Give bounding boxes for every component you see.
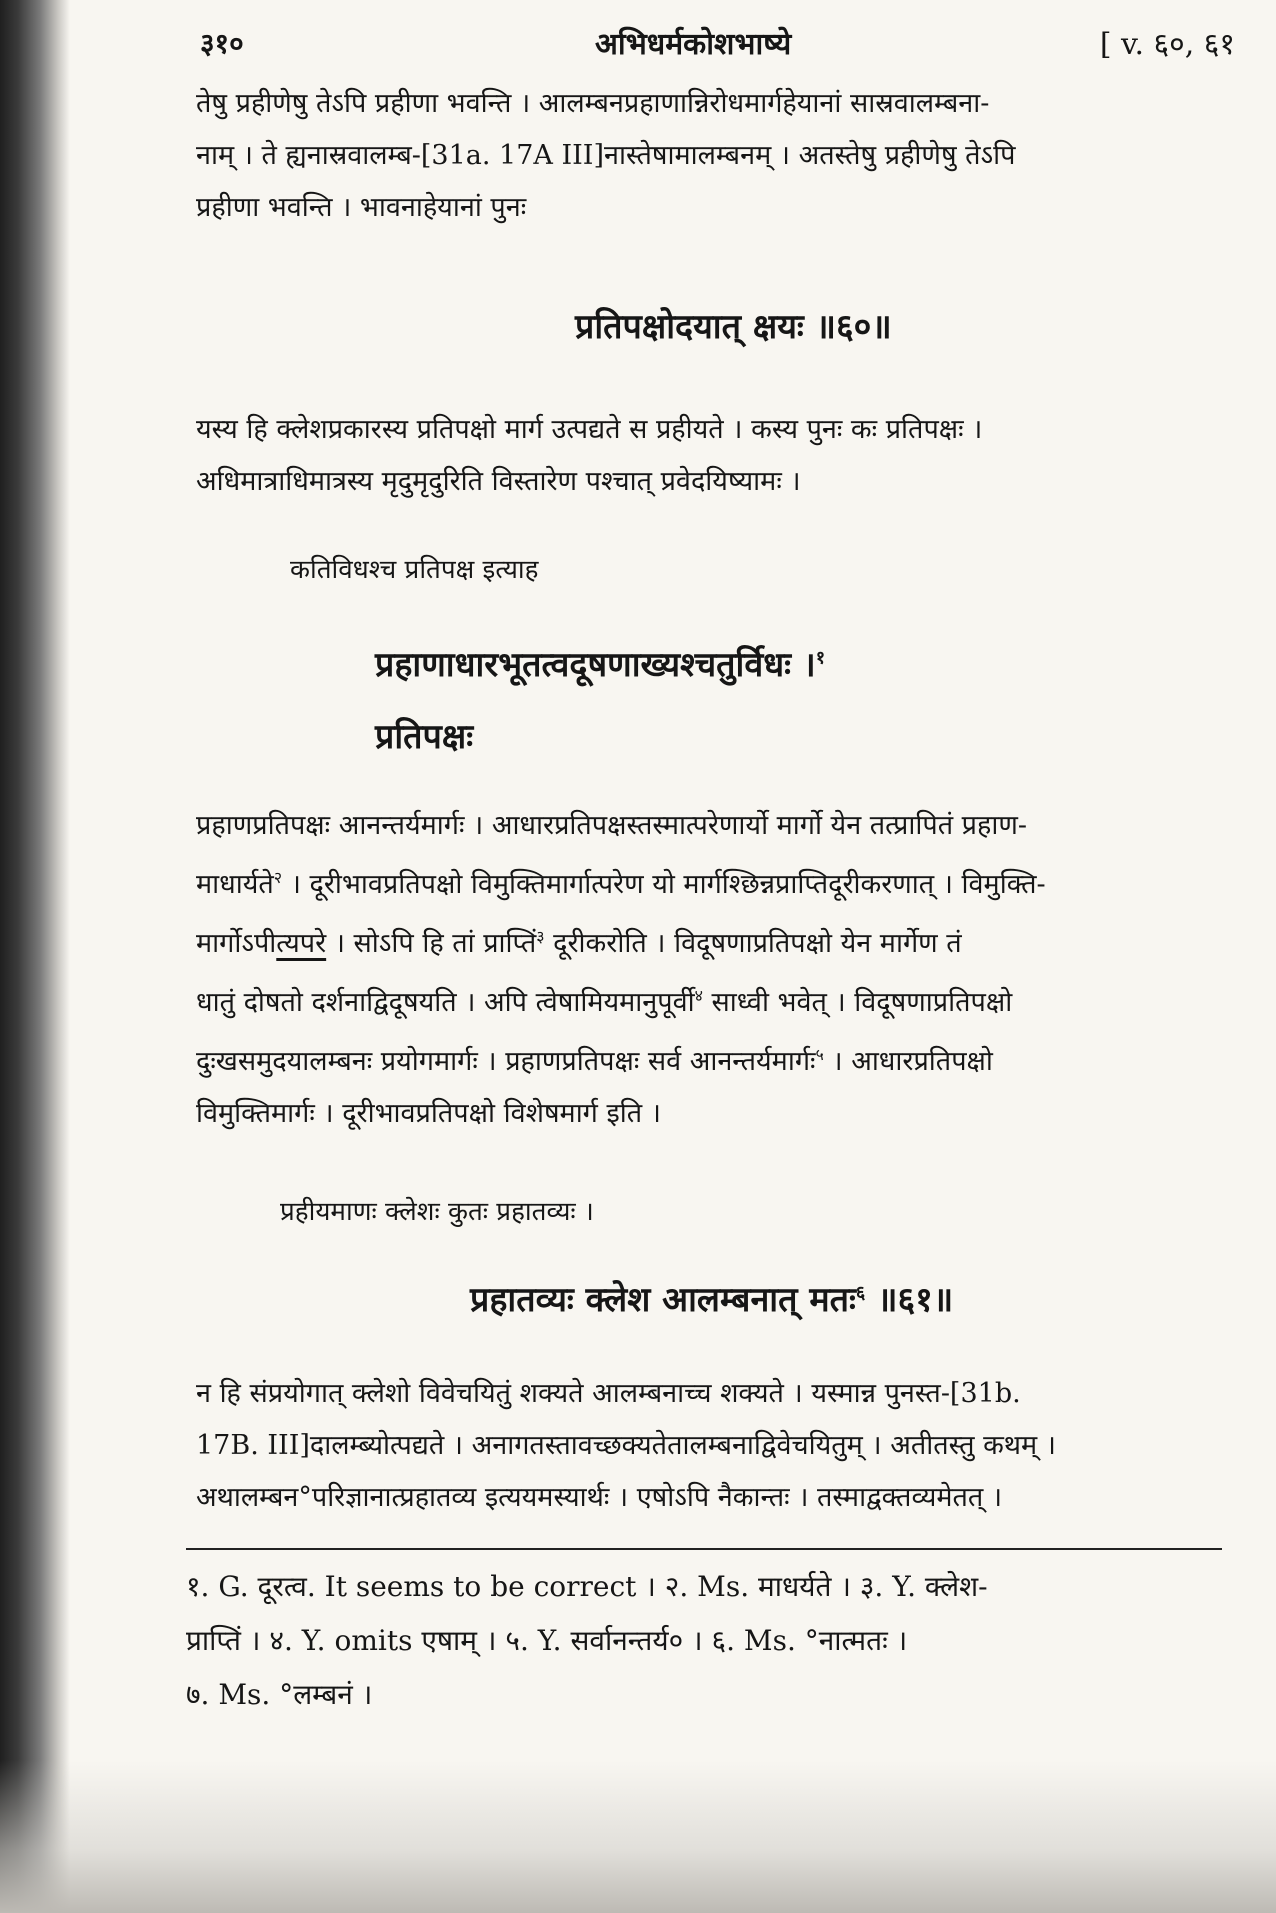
footnote-marker: ३ [536, 927, 545, 946]
verse-intro: कतिविधश्च प्रतिपक्ष इत्याह [290, 555, 539, 585]
text-line [196, 852, 1226, 911]
footnote-marker: १ [815, 647, 826, 669]
text-line: नाम् । ते ह्यनास्रवालम्ब-[31a. 17A III]नास्तेषामालम्बनम् । अतस्तेषु प्रहीणेषु तेऽपि [196, 140, 1016, 171]
text-line [196, 1029, 1226, 1088]
running-title: अभिधर्मकोशभाष्ये [595, 27, 792, 62]
footnote-marker: ४ [694, 986, 703, 1005]
verse-reference: [ v. ६०, ६१ [1099, 27, 1235, 62]
text-line: न हि संप्रयोगात् क्लेशो विवेचयितुं शक्यते आलम्बनाच्च शक्यते । यस्मान्न पुनस्त-[31b. [196, 1378, 1021, 1409]
verse-text: प्रहाणाधारभूतत्वदूषणाख्यश्चतुर्विधः । [375, 645, 816, 685]
verse-text: प्रहातव्यः क्लेश आलम्बनात् मतः [470, 1280, 856, 1320]
page-number: ३१० [200, 27, 244, 60]
text-span: । सोऽपि हि तां प्राप्तिं [326, 928, 537, 959]
verse-61a-line-2: प्रतिपक्षः [375, 717, 474, 757]
footnotes [186, 1560, 1226, 1722]
underlined-word: त्यपरे [276, 928, 327, 959]
verse-intro: प्रहीयमाणः क्लेशः कुतः प्रहातव्यः । [280, 1197, 594, 1227]
verse-number: ॥६१॥ [865, 1280, 954, 1320]
footnote-marker: ५ [815, 1045, 824, 1064]
text-span: माधार्यते [196, 869, 274, 900]
text-span: धातुं दोषतो दर्शनाद्विदूषयति । अपि त्वेषामियमानुपूर्वी [196, 987, 695, 1018]
paragraph-3 [196, 800, 1226, 1140]
text-line: प्रहीणा भवन्ति । भावनाहेयानां पुनः [196, 192, 527, 223]
paragraph-2 [196, 404, 1226, 508]
text-line: अधिमात्राधिमात्रस्य मृदुमृदुरिति विस्तारेण पश्चात् प्रवेदयिष्यामः । [196, 466, 801, 497]
text-line: अथालम्बन°परिज्ञानात्प्रहातव्य इत्ययमस्यार्थः । एषोऽपि नैकान्तः । तस्माद्वक्तव्यमेतत् । [196, 1482, 1003, 1513]
text-span: । आधारप्रतिपक्षो [823, 1046, 993, 1077]
binding-gutter-shadow [0, 0, 70, 1913]
paragraph-4 [196, 1368, 1226, 1524]
footnote-divider [186, 1548, 1222, 1550]
verse-60: प्रतिपक्षोदयात् क्षयः ॥६०॥ [575, 307, 892, 347]
running-header [175, 18, 1235, 68]
footnote-marker: २ [273, 868, 283, 887]
text-line: यस्य हि क्लेशप्रकारस्य प्रतिपक्षो मार्ग उत्पद्यते स प्रहीयते । कस्य पुनः कः प्रतिपक्षः । [196, 414, 983, 445]
verse-61b [470, 1275, 953, 1321]
text-span: साध्वी भवेत् । विदूषणाप्रतिपक्षो [702, 987, 1013, 1018]
text-line: तेषु प्रहीणेषु तेऽपि प्रहीणा भवन्ति । आलम्बनप्रहाणान्निरोधमार्गहेयानां सास्रवालम्बना- [196, 88, 990, 119]
text-line [196, 911, 1226, 970]
text-span: । दूरीभावप्रतिपक्षो विमुक्तिमार्गात्परेण यो मार्गश्छिन्नप्राप्तिदूरीकरणात् । विमुक्ति- [282, 869, 1046, 900]
footnote-line: प्राप्तिं । ४. Y. omits एषाम् । ५. Y. सर्वानन्तर्य० । ६. Ms. °नात्मतः । [186, 1624, 908, 1657]
text-span: दूरीकरोति । विदूषणाप्रतिपक्षो येन मार्गेण तं [544, 928, 962, 959]
footnote-line: ७. Ms. °लम्बनं । [186, 1678, 373, 1711]
footnote-marker: ६ [855, 1282, 866, 1304]
paragraph-1 [196, 78, 1226, 234]
text-span: दुःखसमुदयालम्बनः प्रयोगमार्गः । प्रहाणप्रतिपक्षः सर्व आनन्तर्यमार्गः [196, 1046, 816, 1077]
text-line: विमुक्तिमार्गः । दूरीभावप्रतिपक्षो विशेषमार्ग इति । [196, 1098, 661, 1129]
footnote-line: १. G. दूरत्व. It seems to be correct । २. Ms. माधर्यते । ३. Y. क्लेश- [186, 1570, 988, 1603]
text-line: प्रहाणप्रतिपक्षः आनन्तर्यमार्गः । आधारप्रतिपक्षस्तस्मात्परेणार्यो मार्गो येन तत्प्रापितं प्रहाण- [196, 810, 1028, 841]
text-span: मार्गोऽपी [196, 928, 277, 959]
text-line [196, 970, 1226, 1029]
verse-61a-line-1 [375, 640, 825, 686]
page-bottom-shadow [0, 1760, 1276, 1913]
text-line: 17B. III]दालम्ब्योत्पद्यते । अनागतस्तावच्छक्यतेतालम्बनाद्विवेचयितुम् । अतीतस्तु कथम् । [196, 1430, 1057, 1461]
